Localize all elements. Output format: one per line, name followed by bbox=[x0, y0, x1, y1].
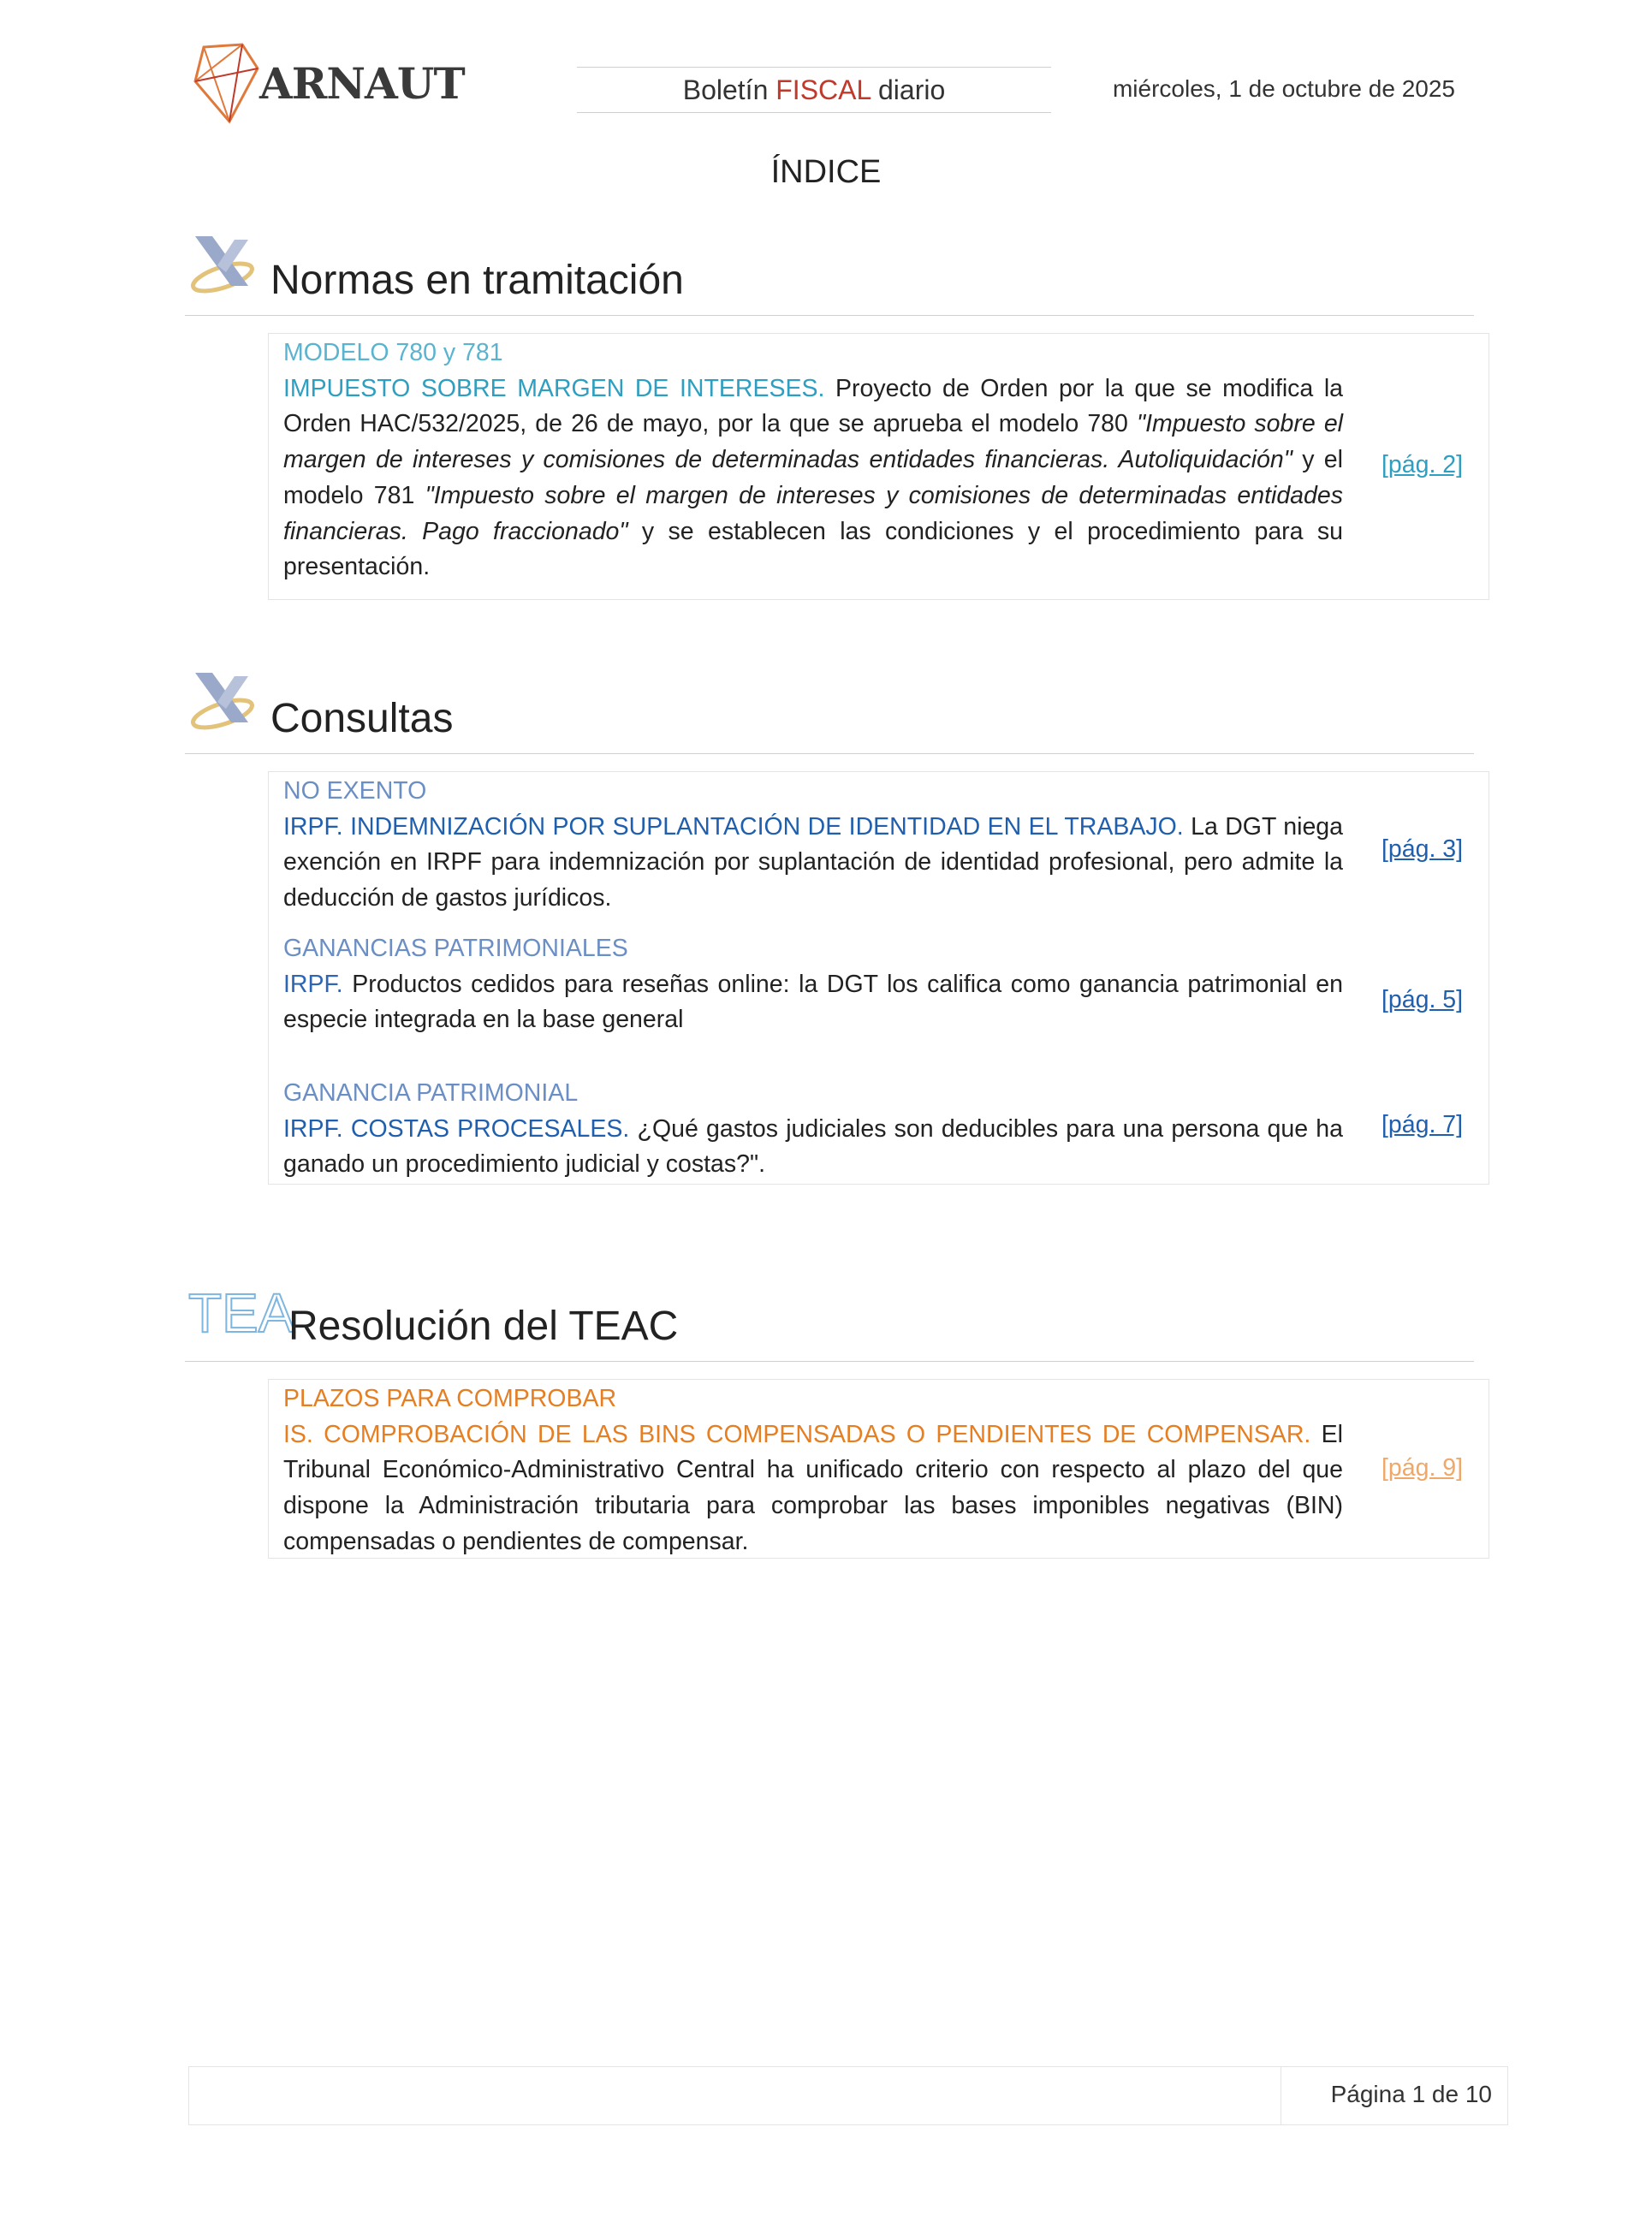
entry-headline: IS. COMPROBACIÓN DE LAS BINS COMPENSADAS O PENDIENTES DE COMPENSAR. bbox=[283, 1420, 1311, 1448]
page-link[interactable]: [pág. 9] bbox=[1382, 1454, 1464, 1482]
page-number: Página 1 de 10 bbox=[1330, 2081, 1492, 2107]
entry-box bbox=[268, 771, 1489, 1185]
bulletin-date: miércoles, 1 de octubre de 2025 bbox=[1112, 75, 1455, 102]
section-divider bbox=[185, 753, 1474, 754]
entry-text: PLAZOS PARA COMPROBAR IS. COMPROBACIÓN DE LAS BINS COMPENSADAS O PENDIENTES DE COMPENSAR. El Tribunal Económico-Administrativo Central ha unificado criterio con respecto al plazo del que dispone la Administración tributaria para comprobar las bases imponibles negativas (BIN) compensadas o pendientes de compensar. bbox=[283, 1381, 1343, 1560]
page-link[interactable]: [pág. 3] bbox=[1382, 835, 1464, 863]
page-link[interactable]: [pág. 2] bbox=[1382, 451, 1464, 478]
aeat-logo-icon bbox=[188, 231, 258, 296]
section-divider bbox=[185, 315, 1474, 316]
bulletin-title-accent: FISCAL bbox=[775, 74, 871, 105]
section-title-normas: Normas en tramitación bbox=[270, 258, 684, 303]
entry-headline: IRPF. bbox=[283, 970, 343, 998]
entry-box bbox=[268, 333, 1489, 600]
bulletin-title: Boletín FISCAL diario bbox=[577, 67, 1051, 113]
aeat-logo-icon bbox=[188, 668, 258, 733]
entry-text: NO EXENTO IRPF. INDEMNIZACIÓN POR SUPLANTACIÓN DE IDENTIDAD EN EL TRABAJO. La DGT niega exención en IRPF para indemnización por suplantación de identidad profesional, pero admite la deducción de gastos jurídicos. bbox=[283, 774, 1343, 917]
entry-category: GANANCIAS PATRIMONIALES bbox=[283, 935, 628, 962]
entry-text: GANANCIA PATRIMONIAL IRPF. COSTAS PROCESALES. ¿Qué gastos judiciales son deducibles para una persona que ha ganado un procedimiento judicial y costas?". bbox=[283, 1076, 1343, 1183]
entry-headline: IRPF. INDEMNIZACIÓN POR SUPLANTACIÓN DE IDENTIDAD EN EL TRABAJO. bbox=[283, 812, 1184, 841]
arnaut-logo-text: ARNAUT bbox=[259, 58, 465, 109]
entry-text: GANANCIAS PATRIMONIALES IRPF. Productos cedidos para reseñas online: la DGT los califica como ganancia patrimonial en especie integrada en la base general bbox=[283, 931, 1343, 1038]
section-divider bbox=[185, 1361, 1474, 1362]
entry-category: MODELO 780 y 781 bbox=[283, 339, 503, 366]
arnaut-logo-icon bbox=[191, 43, 268, 128]
page-footer bbox=[188, 2066, 1508, 2125]
section-title-consultas: Consultas bbox=[270, 696, 454, 741]
page-link[interactable]: [pág. 5] bbox=[1382, 986, 1464, 1013]
section-title-teac: Resolución del TEAC bbox=[288, 1304, 679, 1349]
svg-text:TEA: TEA bbox=[188, 1282, 295, 1344]
entry-category: GANANCIA PATRIMONIAL bbox=[283, 1079, 579, 1107]
tea-logo-icon bbox=[188, 1282, 295, 1344]
page-link[interactable]: [pág. 7] bbox=[1382, 1111, 1464, 1138]
entry-headline: IRPF. COSTAS PROCESALES. bbox=[283, 1114, 630, 1143]
entry-box bbox=[268, 1379, 1489, 1559]
entry-category: PLAZOS PARA COMPROBAR bbox=[283, 1385, 617, 1412]
entry-headline: IMPUESTO SOBRE MARGEN DE INTERESES. bbox=[283, 374, 825, 402]
entry-category: NO EXENTO bbox=[283, 777, 427, 805]
arnaut-logo bbox=[191, 43, 465, 128]
page-title: ÍNDICE bbox=[770, 154, 882, 190]
entry-text: MODELO 780 y 781 IMPUESTO SOBRE MARGEN DE INTERESES. Proyecto de Orden por la que se modifica la Orden HAC/532/2025, de 26 de mayo, por la que se aprueba el modelo 780 "Impuesto sobre el margen de intereses y comisiones de determinadas entidades financieras. Autoliquidación" y el modelo 781 "Impuesto sobre el margen de intereses y comisiones de determinadas entidades financieras. Pago fraccionado" y se establecen las condiciones y el procedimiento para su presentación. bbox=[283, 336, 1343, 585]
